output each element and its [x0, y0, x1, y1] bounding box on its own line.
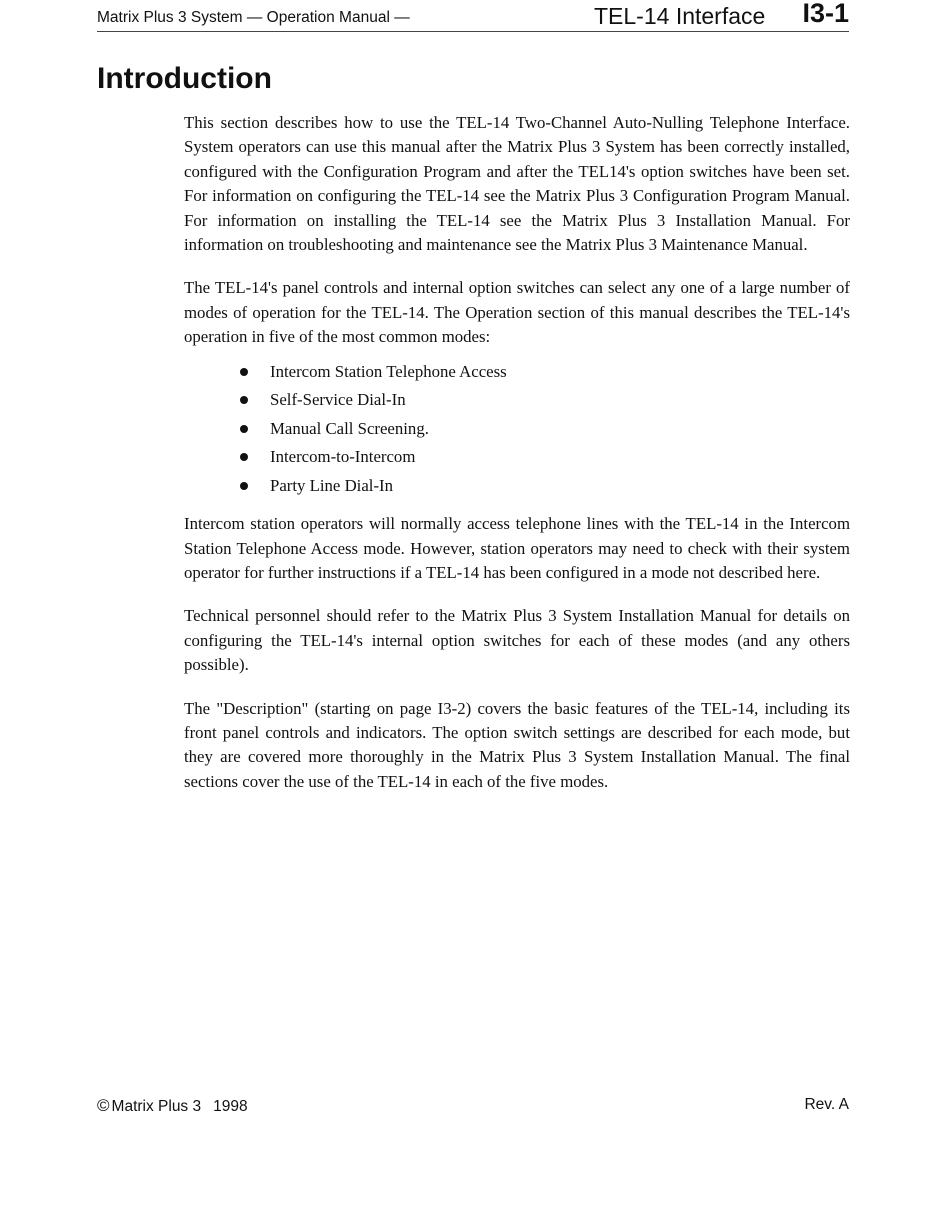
- header-page-number: I3-1: [802, 0, 849, 28]
- body-text: [184, 111, 850, 813]
- bullet-icon: [240, 453, 248, 461]
- intro-paragraph: This section describes how to use the TEL-14 Two-Channel Auto-Nulling Telephone Interface. System operators can use this manual after the Matrix Plus 3 System has been correctly installed, configured with the Configuration Program and after the TEL14's option switches have been set. For information on configuring the TEL-14 see the Matrix Plus 3 Configuration Program Manual. For information on installing the TEL-14 see the Matrix Plus 3 Installation Manual. For information on troubleshooting and maintenance see the Matrix Plus 3 Maintenance Manual.: [184, 113, 850, 255]
- header-manual-title: Matrix Plus 3 System — Operation Manual —: [97, 9, 410, 26]
- footer-copyright: [97, 1096, 260, 1116]
- mode-label: Party Line Dial-In: [270, 475, 394, 495]
- bullet-icon: [240, 368, 248, 376]
- mode-label: Self-Service Dial-In: [270, 390, 406, 410]
- list-item: [184, 415, 850, 444]
- footer-year: 1998: [213, 1098, 248, 1115]
- bullet-icon: [240, 396, 248, 404]
- footer-product: Matrix Plus 3: [111, 1098, 202, 1115]
- operators-paragraph: Intercom station operators will normally access telephone lines with the TEL-14 in the Intercom Station Telephone Access mode. However, station operators may need to check with their system operator for further instructions if a TEL-14 has been configured in a mode not described here.: [184, 514, 850, 582]
- mode-label: Manual Call Screening.: [270, 418, 429, 438]
- list-item: [184, 358, 850, 387]
- list-item: [184, 472, 850, 501]
- modes-paragraph: The TEL-14's panel controls and internal option switches can select any one of a large number of modes of operation for the TEL-14. The Operation section of this manual describes the TEL-14's operation in five of the most common modes:: [184, 278, 850, 347]
- page-header: [97, 0, 849, 32]
- description-paragraph: The "Description" (starting on page I3-2) covers the basic features of the TEL-14, including its front panel controls and indicators. The option switch settings are described for each mode, but they are covered more thoroughly in the Matrix Plus 3 System Installation Manual. The final sections cover the use of the TEL-14 in each of the five modes.: [184, 698, 850, 791]
- footer-revision: Rev. A: [804, 1096, 849, 1113]
- list-item: [184, 443, 850, 472]
- bullet-icon: [240, 425, 248, 433]
- copyright-icon: ©: [97, 1096, 110, 1115]
- mode-label: Intercom Station Telephone Access: [270, 361, 507, 381]
- list-item: [184, 386, 850, 415]
- mode-label: Intercom-to-Intercom: [270, 447, 416, 467]
- section-heading: Introduction: [97, 62, 272, 95]
- bullet-icon: [240, 482, 248, 490]
- modes-list: [184, 358, 850, 501]
- technical-paragraph: Technical personnel should refer to the Matrix Plus 3 System Installation Manual for details on configuring the TEL-14's internal option switches for each of these modes (and any others possible).: [184, 606, 850, 675]
- header-section-title: TEL-14 Interface: [594, 3, 766, 29]
